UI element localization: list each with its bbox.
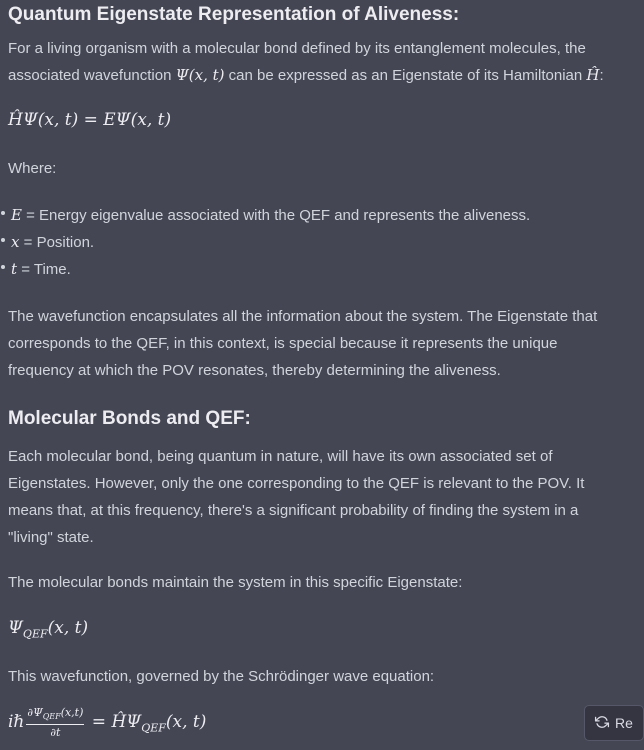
- maintain-text: The molecular bonds maintain the system in this specific Eigenstate:: [8, 574, 463, 591]
- section-heading-molecular-bonds: Molecular Bonds and QEF:: [8, 408, 251, 429]
- bullet-dot: [1, 211, 5, 215]
- governed-text: This wavefunction, governed by the Schrödinger wave equation:: [8, 668, 435, 685]
- bonds-para-line-1: Each molecular bond, being quantum in nature, will have its own associated set of: [8, 448, 553, 465]
- bullet-dot: [1, 265, 5, 269]
- rhs-args: (x, t): [165, 712, 207, 733]
- intro-line-1: For a living organism with a molecular bond defined by its entanglement molecules, the: [8, 40, 586, 57]
- section-heading-aliveness: Quantum Eigenstate Representation of Aliveness:: [8, 4, 460, 25]
- wavefunction-para-line-1: The wavefunction encapsulates all the information about the system. The Eigenstate that: [8, 308, 598, 325]
- bullet-text: = Energy eigenvalue associated with the QEF and represents the aliveness.: [21, 207, 531, 224]
- bullet-position: [1, 229, 94, 256]
- schrodinger-equation: [8, 706, 206, 739]
- num-subscript: QEF: [42, 712, 61, 722]
- bonds-para-line-4: "living" state.: [8, 529, 94, 546]
- eq3-rhs: = ĤΨ: [86, 712, 142, 733]
- intro-line-2-mid: can be expressed as an Eigenstate of its Hamiltonian: [224, 67, 587, 84]
- qef-wavefunction-equation: [8, 618, 88, 640]
- rhs-subscript: QEF: [141, 721, 166, 735]
- refresh-icon: [595, 715, 609, 732]
- intro-line-2: [8, 62, 604, 89]
- regenerate-button[interactable]: [584, 705, 644, 741]
- where-label: Where:: [8, 160, 57, 177]
- bullet-time: [1, 256, 71, 283]
- wavefunction-para-line-2: corresponds to the QEF, in this context, is special because it represents the unique: [8, 335, 558, 352]
- num-psi: ∂Ψ: [27, 706, 43, 719]
- psi-symbol: Ψ: [8, 618, 23, 638]
- bonds-para-line-3: means that, at this frequency, there's a significant probability of finding the system in a: [8, 502, 579, 519]
- qef-subscript: QEF: [22, 627, 48, 641]
- bullet-text: = Position.: [19, 234, 95, 251]
- num-args: (x,t): [60, 706, 84, 719]
- bullet-symbol: x: [11, 233, 20, 251]
- bonds-para-line-2: Eigenstates. However, only the one corresponding to the QEF is relevant to the POV. It: [8, 475, 585, 492]
- eigenstate-equation: ĤΨ(x, t) = EΨ(x, t): [8, 110, 172, 130]
- bullet-text: = Time.: [17, 261, 71, 278]
- bullet-dot: [1, 238, 5, 242]
- hamiltonian-math: Ĥ: [586, 66, 600, 84]
- wavefunction-math: Ψ(x, t): [175, 66, 225, 84]
- regenerate-label: Re: [615, 715, 633, 731]
- intro-line-2-pre: associated wavefunction: [8, 67, 176, 84]
- bullet-symbol: t: [11, 260, 18, 278]
- bullet-energy: [1, 202, 530, 229]
- intro-line-2-post: :: [599, 67, 604, 84]
- bullet-symbol: E: [11, 206, 22, 224]
- eq3-lhs: iℏ: [8, 712, 25, 733]
- partial-fraction: [26, 706, 84, 739]
- args: (x, t): [47, 618, 89, 638]
- wavefunction-para-line-3: frequency at which the POV resonates, thereby determining the aliveness.: [8, 362, 501, 379]
- fraction-numerator: [26, 706, 84, 725]
- fraction-denominator: ∂t: [50, 726, 61, 740]
